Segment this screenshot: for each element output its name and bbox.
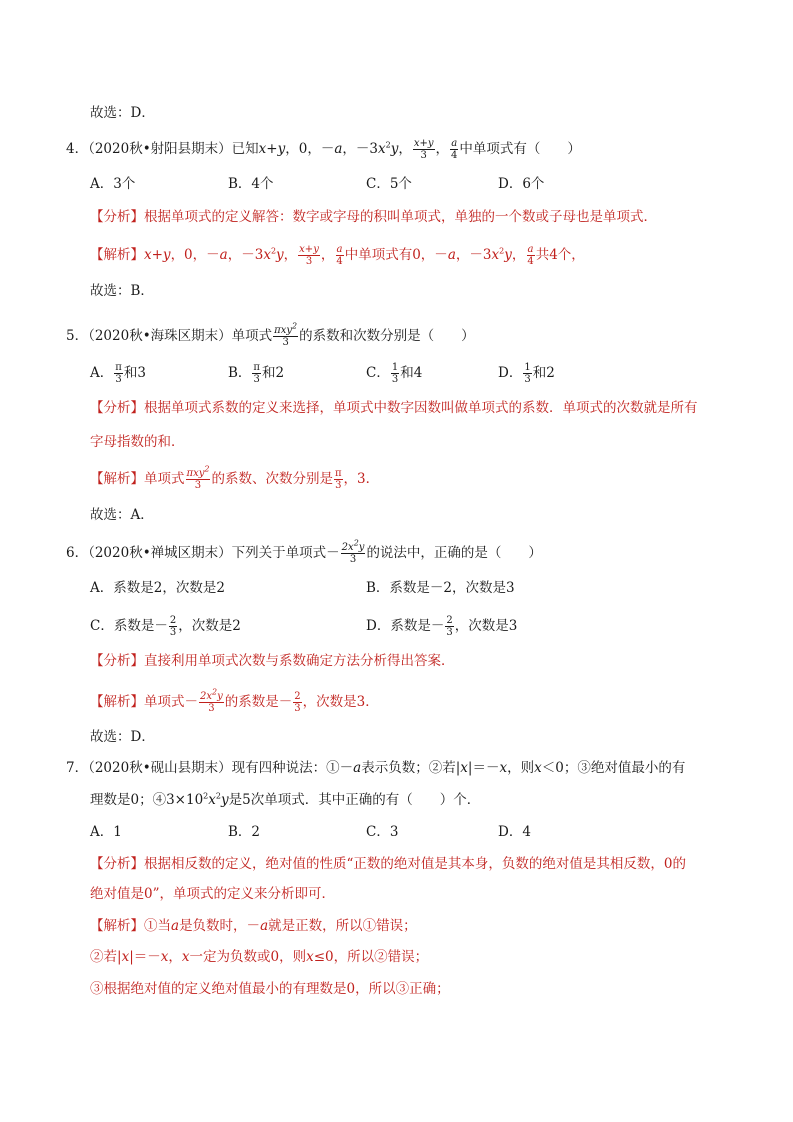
- q6-analysis: 【分析】直接利用单项式次数与系数确定方法分析得出答案．: [90, 653, 455, 669]
- q7-option-c[interactable]: C．3: [366, 824, 399, 840]
- q7-solution-line2: ②若|x|＝－x，x一定为负数或0，则x≤0，所以②错误；: [90, 949, 429, 965]
- q4-option-c[interactable]: C．5个: [366, 176, 412, 192]
- q7-solution-line1: 【解析】①当a是负数时，－a就是正数，所以①错误；: [90, 918, 417, 934]
- q7-option-a[interactable]: A．1: [90, 824, 122, 840]
- q6-solution: 【解析】单项式－ $\frac{2x^2y}{3}$ 的系数是－ $\frac{2}{3}$ ，次数是3．: [90, 687, 379, 714]
- q4-analysis: 【分析】根据单项式的定义解答：数字或字母的积叫单项式，单独的一个数或子母也是单项式．: [90, 209, 657, 225]
- q7-solution-line3: ③根据绝对值的定义绝对值最小的有理数是0，所以③正确；: [90, 981, 450, 997]
- q5-option-d[interactable]: D． $\frac{1}{3}$ 和2: [498, 362, 555, 385]
- q6-option-d[interactable]: D．系数是－ $\frac{2}{3}$ ，次数是3: [366, 615, 518, 638]
- q4-option-d[interactable]: D．6个: [498, 176, 545, 192]
- q5-stem: 5．（2020秋•海珠区期末）单项式 $\frac{\pi xy^2}{3}$ 的系数和次数分别是（ ）: [66, 321, 475, 348]
- q5-analysis-line1: 【分析】根据单项式系数的定义来选择，单项式中数字因数叫做单项式的系数．单项式的次数就是所有: [90, 400, 698, 416]
- q4-option-b[interactable]: B．4个: [228, 176, 274, 192]
- q6-fraction: $\frac{2x^2y}{3}$: [341, 538, 365, 565]
- q6-option-b[interactable]: B．系数是－2，次数是3: [366, 580, 515, 596]
- q6-answer: 故选：D．: [90, 729, 155, 745]
- q6-stem: 6．（2020秋•禅城区期末）下列关于单项式－ $\frac{2x^2y}{3}$ 的说法中，正确的是（ ）: [66, 538, 542, 565]
- q7-analysis-line1: 【分析】根据相反数的定义，绝对值的性质“正数的绝对值是其本身，负数的绝对值是其相反数，0的: [90, 856, 686, 872]
- q4-stem: 4．（2020秋•射阳县期末）已知x+y，0，－a，$-3x^2y$， $\frac{x+y}{3}$ ， $\frac{a}{4}$ 中单项式有（ ）: [66, 138, 581, 161]
- q7-option-d[interactable]: D．4: [498, 824, 531, 840]
- q4-option-a[interactable]: A．3个: [90, 176, 136, 192]
- q7-stem-line1: 7．（2020秋•砚山县期末）现有四种说法：①－a表示负数；②若|x|＝－x，则x＜0；③绝对值最小的有: [66, 760, 686, 776]
- q5-option-b[interactable]: B． $\frac{\pi}{3}$ 和2: [228, 362, 285, 385]
- q7-stem-line2: 理数是0；$④3\times 10^2x^2y$是5次单项式．其中正确的有（ ）个．: [90, 791, 481, 808]
- q6-option-c[interactable]: C．系数是－ $\frac{2}{3}$ ，次数是2: [90, 615, 241, 638]
- q4-fraction-1: $\frac{x+y}{3}$: [413, 138, 434, 161]
- q7-option-b[interactable]: B．2: [228, 824, 261, 840]
- q5-fraction: $\frac{\pi xy^2}{3}$: [274, 321, 298, 348]
- q5-solution: 【解析】单项式 $\frac{\pi xy^2}{3}$ 的系数、次数分别是 $\frac{\pi}{3}$ ，3．: [90, 464, 380, 491]
- q4-fraction-2: $\frac{a}{4}$: [451, 138, 458, 161]
- q3-answer: 故选：D．: [90, 105, 155, 121]
- q5-analysis-line2: 字母指数的和．: [90, 434, 185, 450]
- q6-option-a[interactable]: A．系数是2，次数是2: [90, 580, 225, 596]
- q4-solution: 【解析】x+y，0，－a，$-3x^2y$， $\frac{x+y}{3}$ ， $\frac{a}{4}$ 中单项式有0，－a，$-3x^2y$， $\frac{a}{4}$ 共4个，: [90, 244, 585, 267]
- q5-answer: 故选：A．: [90, 507, 154, 523]
- q7-analysis-line2: 绝对值是0”，单项式的定义来分析即可．: [90, 886, 335, 902]
- q5-option-c[interactable]: C． $\frac{1}{3}$ 和4: [366, 362, 423, 385]
- q5-option-a[interactable]: A． $\frac{\pi}{3}$ 和3: [90, 362, 146, 385]
- q4-answer: 故选：B．: [90, 283, 154, 299]
